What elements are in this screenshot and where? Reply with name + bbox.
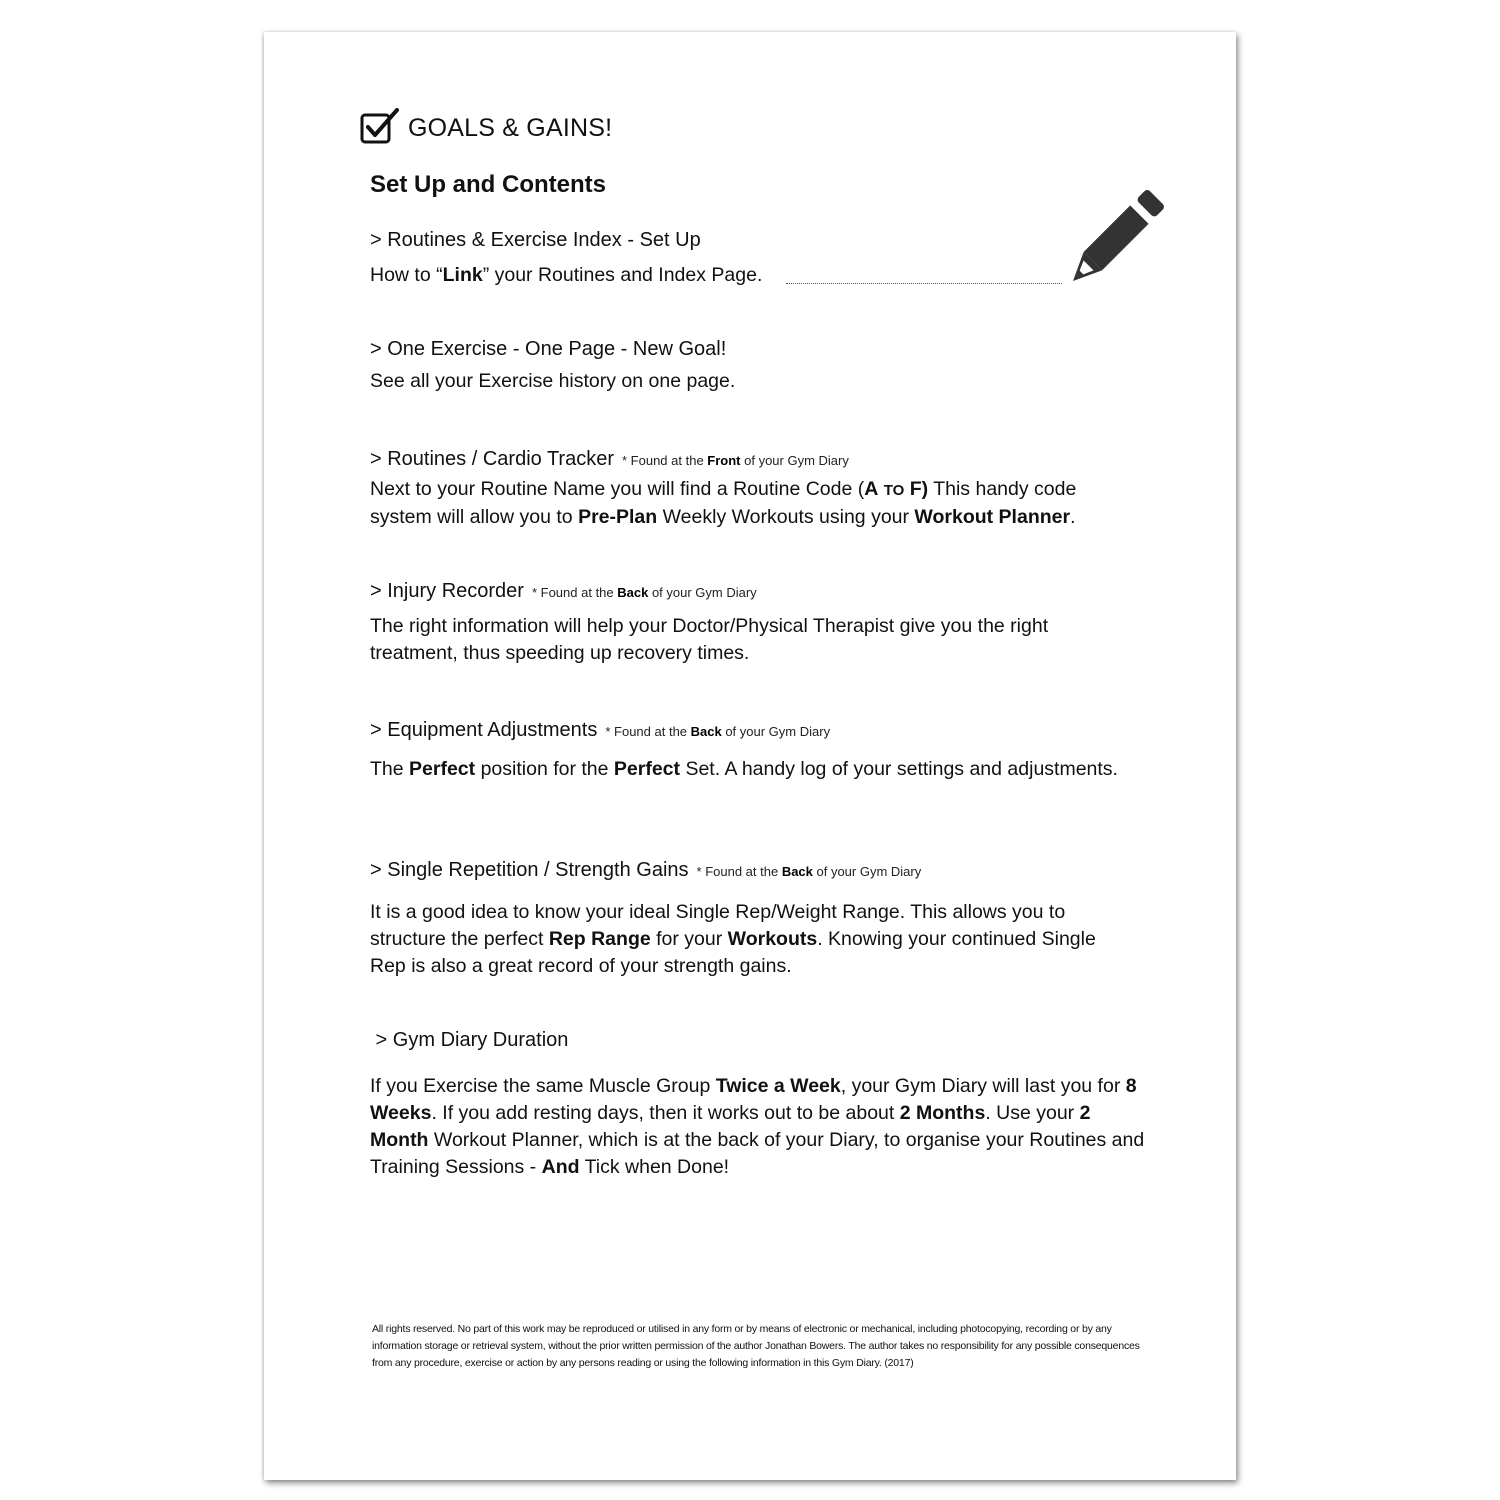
section-heading-equipment: > Equipment Adjustments * Found at the Back of your Gym Diary xyxy=(370,719,831,741)
section-body-injury: The right information will help your Doctor/Physical Therapist give you the right treatment, thus speeding up recovery times. xyxy=(370,615,1049,664)
section-body-one-exercise: See all your Exercise history on one page. xyxy=(370,370,736,392)
section-body-single-rep: It is a good idea to know your ideal Single Rep/Weight Range. This allows you to structure the perfect Rep Range for your Workouts. Knowing your continued Single Rep is also a great record of your strength gains. xyxy=(370,901,1096,977)
location-note: * Found at the Front of your Gym Diary xyxy=(622,453,849,468)
location-note: * Found at the Back of your Gym Diary xyxy=(605,724,831,739)
checkbox-check-icon xyxy=(360,108,400,149)
section-body-routines-cardio: Next to your Routine Name you will find a Routine Code (A TO F) This handy code system will allow you to Pre-Plan Weekly Workouts using your Workout Planner. xyxy=(370,478,1077,528)
section-body-duration: If you Exercise the same Muscle Group Twice a Week, your Gym Diary will last you for 8 Weeks. If you add resting days, then it works out to be about 2 Months. Use your 2 Month Workout Planner, which is at the back of your Diary, to organise your Routines and Training Sessions - And Tick when Done! xyxy=(370,1075,1145,1178)
section-heading-routines-cardio: > Routines / Cardio Tracker * Found at the Front of your Gym Diary xyxy=(370,448,849,470)
section-heading-single-rep: > Single Repetition / Strength Gains * Found at the Back of your Gym Diary xyxy=(370,859,922,881)
section-body-routines-index: How to “Link” your Routines and Index Page. xyxy=(370,264,763,286)
section-heading-duration: > Gym Diary Duration xyxy=(370,1029,569,1051)
copyright-footer: All rights reserved. No part of this work may be reproduced or utilised in any form or by means of electronic or mechanical, including photocopying, recording or by any information storage or retrieval system, without the prior written permission of the author Jonathan Bowers. The author takes no responsibility for any possible consequences from any procedure, exercise or action by any persons reading or using the following information in this Gym Diary. (2017) xyxy=(372,1323,1140,1369)
section-heading-injury: > Injury Recorder * Found at the Back of your Gym Diary xyxy=(370,580,757,602)
page-title: Set Up and Contents xyxy=(370,171,607,198)
section-body-equipment: The Perfect position for the Perfect Set. A handy log of your settings and adjustments. xyxy=(370,758,1118,780)
section-heading-one-exercise: > One Exercise - One Page - New Goal! xyxy=(370,338,727,360)
document-page xyxy=(264,32,1236,1480)
section-heading-routines-index: > Routines & Exercise Index - Set Up xyxy=(370,229,701,251)
location-note: * Found at the Back of your Gym Diary xyxy=(696,864,922,879)
brand-name: GOALS & GAINS! xyxy=(408,114,613,142)
brand-header xyxy=(360,108,612,149)
location-note: * Found at the Back of your Gym Diary xyxy=(531,585,757,600)
